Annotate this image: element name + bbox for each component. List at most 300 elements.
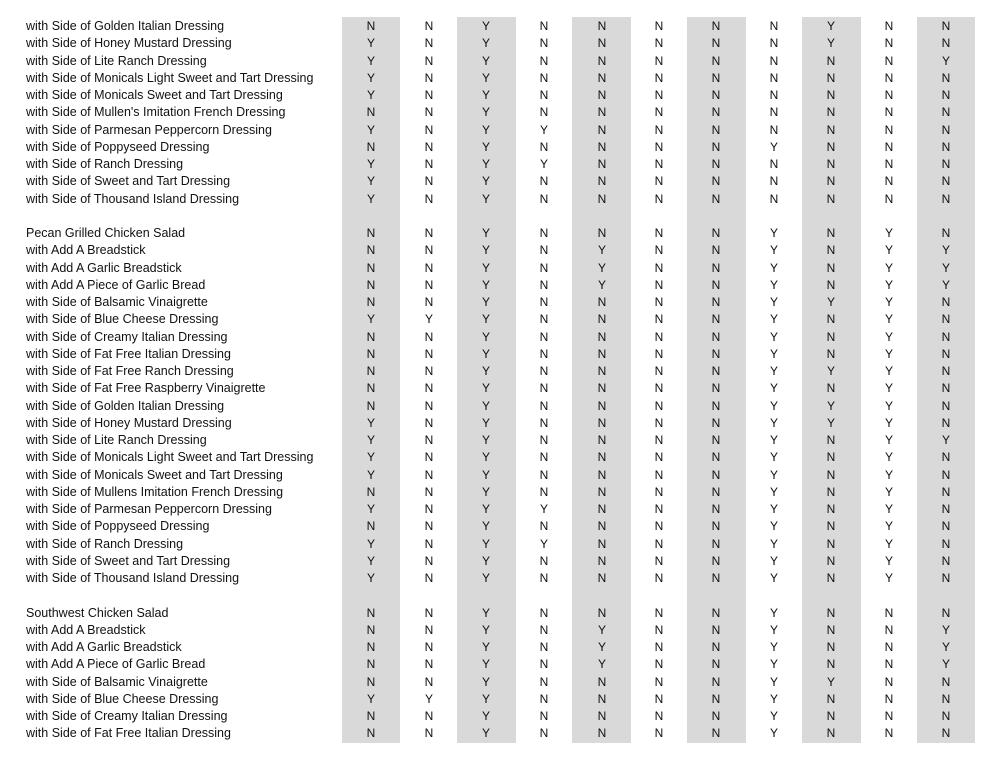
item-label: with Side of Monicals Light Sweet and Tart Dressing	[26, 70, 314, 85]
flag-cell: N	[826, 657, 836, 672]
flag-cell: N	[941, 519, 951, 534]
flag-cell: Y	[769, 484, 778, 499]
table-row	[0, 501, 1000, 518]
flag-cell: N	[424, 605, 434, 620]
flag-cell: Y	[884, 519, 893, 534]
flag-cell: Y	[826, 36, 835, 51]
flag-cell: N	[366, 260, 376, 275]
flag-cell: N	[366, 622, 376, 637]
flag-cell: Y	[481, 450, 490, 465]
flag-cell: N	[424, 243, 434, 258]
flag-cell: N	[884, 157, 894, 171]
flag-cell: N	[769, 174, 779, 189]
flag-cell: N	[884, 657, 894, 672]
flag-cell: Y	[481, 433, 490, 447]
flag-cell: N	[711, 105, 721, 120]
table-row	[0, 518, 1000, 535]
flag-cell: N	[597, 36, 607, 51]
flag-cell: N	[941, 191, 951, 206]
flag-cell: N	[941, 364, 951, 378]
item-label: with Side of Thousand Island Dressing	[26, 191, 240, 206]
flag-cell: N	[424, 260, 434, 275]
flag-cell: N	[826, 105, 836, 120]
flag-cell: Y	[366, 502, 375, 516]
flag-cell: N	[424, 502, 434, 516]
flag-cell: N	[366, 295, 376, 309]
flag-cell: Y	[884, 450, 893, 465]
flag-cell: N	[711, 433, 721, 447]
item-label: with Side of Mullens Imitation French Dressing	[26, 484, 284, 499]
table-row	[0, 277, 1000, 294]
flag-cell: N	[941, 226, 951, 240]
flag-cell: Y	[481, 571, 490, 585]
flag-cell: N	[597, 381, 607, 396]
flag-cell: N	[424, 709, 434, 723]
flag-cell: N	[424, 36, 434, 51]
flag-cell: N	[769, 36, 779, 51]
flag-cell: N	[711, 398, 721, 413]
flag-cell: Y	[884, 243, 893, 258]
flag-cell: N	[941, 381, 951, 396]
flag-cell: N	[941, 174, 951, 189]
flag-cell: N	[539, 346, 549, 361]
flag-cell: N	[826, 536, 836, 551]
flag-cell: N	[366, 381, 376, 396]
flag-cell: N	[597, 691, 607, 706]
flag-cell: N	[539, 450, 549, 465]
flag-cell: N	[597, 312, 607, 327]
flag-cell: N	[941, 88, 951, 102]
flag-cell: Y	[481, 122, 490, 137]
flag-cell: N	[826, 519, 836, 534]
flag-cell: N	[941, 122, 951, 137]
flag-cell: Y	[769, 674, 778, 689]
flag-cell: Y	[481, 657, 490, 672]
flag-cell: N	[366, 640, 376, 654]
flag-cell: Y	[481, 277, 490, 292]
flag-cell: N	[769, 191, 779, 206]
flag-cell: N	[711, 381, 721, 396]
flag-cell: N	[654, 553, 664, 568]
flag-cell: N	[826, 709, 836, 723]
flag-cell: Y	[769, 346, 778, 361]
flag-cell: N	[597, 519, 607, 534]
flag-cell: Y	[769, 243, 778, 258]
flag-cell: N	[539, 105, 549, 120]
flag-cell: N	[769, 157, 779, 171]
flag-cell: Y	[481, 36, 490, 51]
flag-cell: N	[539, 433, 549, 447]
table-row	[0, 329, 1000, 346]
flag-cell: Y	[769, 709, 778, 723]
flag-cell: N	[597, 174, 607, 189]
flag-cell: Y	[481, 157, 490, 171]
flag-cell: N	[539, 174, 549, 189]
item-label: with Side of Parmesan Peppercorn Dressing	[26, 502, 272, 516]
item-label: with Side of Ranch Dressing	[26, 536, 184, 551]
flag-cell: N	[424, 295, 434, 309]
item-label: with Side of Fat Free Italian Dressing	[26, 726, 231, 741]
flag-cell: N	[539, 226, 549, 240]
flag-cell: N	[711, 571, 721, 585]
flag-cell: N	[654, 346, 664, 361]
flag-cell: N	[711, 415, 721, 430]
flag-cell: Y	[884, 553, 893, 568]
flag-cell: N	[539, 519, 549, 534]
flag-cell: Y	[366, 571, 375, 585]
flag-cell: Y	[424, 312, 433, 327]
flag-cell: N	[711, 605, 721, 620]
flag-cell: Y	[769, 364, 778, 378]
flag-cell: N	[769, 53, 779, 68]
flag-cell: N	[654, 640, 664, 654]
flag-cell: N	[769, 19, 779, 33]
flag-cell: Y	[597, 260, 606, 275]
flag-cell: N	[826, 329, 836, 344]
flag-cell: Y	[481, 415, 490, 430]
flag-cell: Y	[769, 398, 778, 413]
flag-cell: N	[941, 605, 951, 620]
flag-cell: N	[424, 191, 434, 206]
flag-cell: N	[597, 364, 607, 378]
flag-cell: Y	[481, 295, 490, 309]
table-row	[0, 53, 1000, 70]
flag-cell: N	[424, 398, 434, 413]
table-row	[0, 346, 1000, 363]
flag-cell: Y	[769, 381, 778, 396]
flag-cell: N	[826, 605, 836, 620]
flag-cell: Y	[941, 433, 950, 447]
flag-cell: N	[826, 467, 836, 482]
table-row	[0, 260, 1000, 277]
table-row	[0, 432, 1000, 449]
flag-cell: N	[366, 709, 376, 723]
flag-cell: N	[654, 70, 664, 85]
flag-cell: Y	[769, 295, 778, 309]
table-row	[0, 87, 1000, 104]
flag-cell: N	[654, 709, 664, 723]
flag-cell: Y	[769, 553, 778, 568]
flag-cell: N	[539, 381, 549, 396]
table-row	[0, 139, 1000, 156]
flag-cell: N	[711, 502, 721, 516]
flag-cell: Y	[539, 502, 548, 516]
flag-cell: N	[539, 88, 549, 102]
flag-cell: N	[826, 622, 836, 637]
flag-cell: N	[654, 622, 664, 637]
flag-cell: N	[424, 433, 434, 447]
item-label: with Side of Golden Italian Dressing	[26, 19, 225, 33]
flag-cell: N	[654, 571, 664, 585]
flag-cell: N	[826, 139, 836, 154]
flag-cell: Y	[481, 70, 490, 85]
flag-cell: Y	[481, 191, 490, 206]
item-label: with Add A Piece of Garlic Bread	[26, 657, 206, 672]
flag-cell: N	[711, 174, 721, 189]
flag-cell: N	[826, 277, 836, 292]
flag-cell: N	[654, 726, 664, 741]
flag-cell: N	[424, 105, 434, 120]
table-row	[0, 605, 1000, 622]
flag-cell: N	[711, 226, 721, 240]
table-row	[0, 70, 1000, 87]
flag-cell: N	[366, 726, 376, 741]
flag-cell: N	[597, 70, 607, 85]
flag-cell: Y	[481, 691, 490, 706]
flag-cell: N	[884, 53, 894, 68]
flag-cell: Y	[884, 260, 893, 275]
table-row	[0, 122, 1000, 139]
flag-cell: Y	[366, 53, 375, 68]
flag-cell: N	[711, 450, 721, 465]
flag-cell: Y	[539, 157, 548, 171]
flag-cell: N	[539, 674, 549, 689]
flag-cell: N	[539, 726, 549, 741]
item-label: with Side of Honey Mustard Dressing	[26, 36, 232, 51]
flag-cell: N	[539, 277, 549, 292]
flag-cell: N	[941, 571, 951, 585]
flag-cell: N	[539, 191, 549, 206]
flag-cell: Y	[366, 36, 375, 51]
flag-cell: N	[539, 691, 549, 706]
table-row	[0, 415, 1000, 432]
flag-cell: Y	[884, 415, 893, 430]
table-row	[0, 639, 1000, 656]
flag-cell: N	[366, 674, 376, 689]
flag-cell: N	[826, 726, 836, 741]
flag-cell: N	[711, 312, 721, 327]
flag-cell: N	[884, 691, 894, 706]
flag-cell: N	[654, 157, 664, 171]
flag-cell: N	[711, 139, 721, 154]
flag-cell: N	[597, 105, 607, 120]
flag-cell: N	[597, 53, 607, 68]
flag-cell: N	[366, 105, 376, 120]
flag-cell: Y	[884, 502, 893, 516]
flag-cell: N	[597, 553, 607, 568]
flag-cell: N	[826, 571, 836, 585]
flag-cell: N	[597, 536, 607, 551]
flag-cell: N	[826, 433, 836, 447]
flag-cell: N	[654, 53, 664, 68]
flag-cell: N	[424, 19, 434, 33]
flag-cell: N	[711, 295, 721, 309]
flag-cell: Y	[884, 364, 893, 378]
flag-cell: N	[884, 122, 894, 137]
flag-cell: N	[826, 226, 836, 240]
item-label: Southwest Chicken Salad	[26, 605, 169, 620]
flag-cell: N	[539, 312, 549, 327]
flag-cell: Y	[941, 53, 950, 68]
item-label: with Add A Breadstick	[26, 243, 146, 258]
item-label: with Side of Blue Cheese Dressing	[26, 691, 219, 706]
flag-cell: N	[941, 450, 951, 465]
flag-cell: N	[366, 329, 376, 344]
flag-cell: Y	[481, 312, 490, 327]
table-row	[0, 398, 1000, 415]
flag-cell: N	[941, 502, 951, 516]
flag-cell: Y	[481, 536, 490, 551]
flag-cell: N	[884, 19, 894, 33]
table-row	[0, 35, 1000, 52]
flag-cell: Y	[769, 605, 778, 620]
flag-cell: Y	[366, 70, 375, 85]
flag-cell: N	[826, 243, 836, 258]
flag-cell: Y	[769, 519, 778, 534]
flag-cell: Y	[366, 467, 375, 482]
flag-cell: N	[424, 329, 434, 344]
flag-cell: N	[941, 726, 951, 741]
item-label: with Side of Honey Mustard Dressing	[26, 415, 232, 430]
item-label: with Side of Creamy Italian Dressing	[26, 709, 228, 723]
flag-cell: N	[711, 519, 721, 534]
item-label: with Side of Thousand Island Dressing	[26, 571, 240, 585]
flag-cell: N	[597, 467, 607, 482]
flag-cell: N	[826, 157, 836, 171]
flag-cell: Y	[366, 691, 375, 706]
flag-cell: Y	[769, 139, 778, 154]
flag-cell: Y	[481, 467, 490, 482]
flag-cell: Y	[481, 502, 490, 516]
item-label: with Side of Lite Ranch Dressing	[26, 53, 207, 68]
flag-cell: N	[654, 381, 664, 396]
flag-cell: Y	[884, 536, 893, 551]
flag-cell: N	[826, 191, 836, 206]
item-label: with Side of Mullen's Imitation French Dressing	[26, 105, 286, 120]
flag-cell: Y	[884, 381, 893, 396]
flag-cell: Y	[481, 674, 490, 689]
flag-cell: N	[597, 415, 607, 430]
flag-cell: N	[826, 346, 836, 361]
flag-cell: N	[711, 657, 721, 672]
flag-cell: Y	[597, 640, 606, 654]
flag-cell: Y	[884, 467, 893, 482]
flag-cell: N	[711, 640, 721, 654]
table-row	[0, 311, 1000, 328]
flag-cell: N	[941, 105, 951, 120]
flag-cell: N	[539, 467, 549, 482]
flag-cell: Y	[481, 484, 490, 499]
table-row	[0, 104, 1000, 121]
flag-cell: Y	[826, 415, 835, 430]
flag-cell: Y	[481, 605, 490, 620]
flag-cell: N	[769, 105, 779, 120]
flag-cell: Y	[769, 571, 778, 585]
flag-cell: N	[424, 277, 434, 292]
flag-cell: N	[654, 191, 664, 206]
flag-cell: N	[711, 329, 721, 344]
flag-cell: N	[539, 657, 549, 672]
flag-cell: Y	[884, 346, 893, 361]
flag-cell: N	[597, 484, 607, 499]
flag-cell: N	[654, 415, 664, 430]
flag-cell: N	[366, 346, 376, 361]
flag-cell: N	[826, 312, 836, 327]
flag-cell: N	[884, 640, 894, 654]
flag-cell: Y	[481, 398, 490, 413]
flag-cell: Y	[597, 243, 606, 258]
flag-cell: N	[366, 398, 376, 413]
table-row	[0, 553, 1000, 570]
item-label: with Side of Ranch Dressing	[26, 157, 184, 171]
flag-cell: N	[826, 260, 836, 275]
flag-cell: Y	[769, 657, 778, 672]
flag-cell: Y	[769, 467, 778, 482]
flag-cell: N	[654, 174, 664, 189]
flag-cell: N	[711, 467, 721, 482]
item-label: with Side of Golden Italian Dressing	[26, 398, 225, 413]
item-label: with Side of Poppyseed Dressing	[26, 139, 210, 154]
flag-cell: Y	[481, 260, 490, 275]
flag-cell: N	[424, 536, 434, 551]
flag-cell: N	[597, 398, 607, 413]
flag-cell: Y	[769, 640, 778, 654]
item-label: with Side of Blue Cheese Dressing	[26, 312, 219, 327]
flag-cell: N	[711, 277, 721, 292]
flag-cell: Y	[481, 139, 490, 154]
flag-cell: Y	[366, 536, 375, 551]
flag-cell: N	[711, 70, 721, 85]
item-label: with Add A Breadstick	[26, 622, 146, 637]
flag-cell: Y	[769, 415, 778, 430]
flag-cell: N	[884, 36, 894, 51]
flag-cell: N	[941, 70, 951, 85]
flag-cell: N	[711, 346, 721, 361]
flag-cell: N	[941, 536, 951, 551]
flag-cell: N	[654, 467, 664, 482]
flag-cell: N	[366, 139, 376, 154]
flag-cell: Y	[481, 709, 490, 723]
flag-cell: N	[424, 622, 434, 637]
flag-cell: Y	[366, 553, 375, 568]
flag-cell: N	[711, 726, 721, 741]
flag-cell: Y	[539, 122, 548, 137]
flag-cell: Y	[941, 657, 950, 672]
flag-cell: N	[424, 640, 434, 654]
flag-cell: Y	[481, 226, 490, 240]
flag-cell: Y	[366, 415, 375, 430]
flag-cell: N	[597, 709, 607, 723]
flag-cell: N	[539, 295, 549, 309]
flag-cell: N	[366, 364, 376, 378]
flag-cell: N	[597, 88, 607, 102]
flag-cell: N	[884, 139, 894, 154]
table-row	[0, 156, 1000, 173]
flag-cell: N	[597, 571, 607, 585]
table-row	[0, 191, 1000, 208]
flag-cell: N	[424, 674, 434, 689]
flag-cell: N	[654, 19, 664, 33]
flag-cell: N	[366, 277, 376, 292]
flag-cell: N	[711, 36, 721, 51]
flag-cell: Y	[424, 691, 433, 706]
flag-cell: N	[539, 640, 549, 654]
flag-cell: N	[654, 433, 664, 447]
flag-cell: N	[539, 36, 549, 51]
flag-cell: N	[597, 157, 607, 171]
flag-cell: Y	[769, 433, 778, 447]
flag-cell: N	[884, 191, 894, 206]
flag-cell: N	[539, 243, 549, 258]
flag-cell: N	[366, 19, 376, 33]
flag-cell: N	[424, 226, 434, 240]
flag-cell: N	[539, 53, 549, 68]
flag-cell: Y	[826, 398, 835, 413]
flag-cell: N	[597, 295, 607, 309]
flag-cell: N	[424, 553, 434, 568]
flag-cell: N	[711, 88, 721, 102]
flag-cell: N	[941, 139, 951, 154]
